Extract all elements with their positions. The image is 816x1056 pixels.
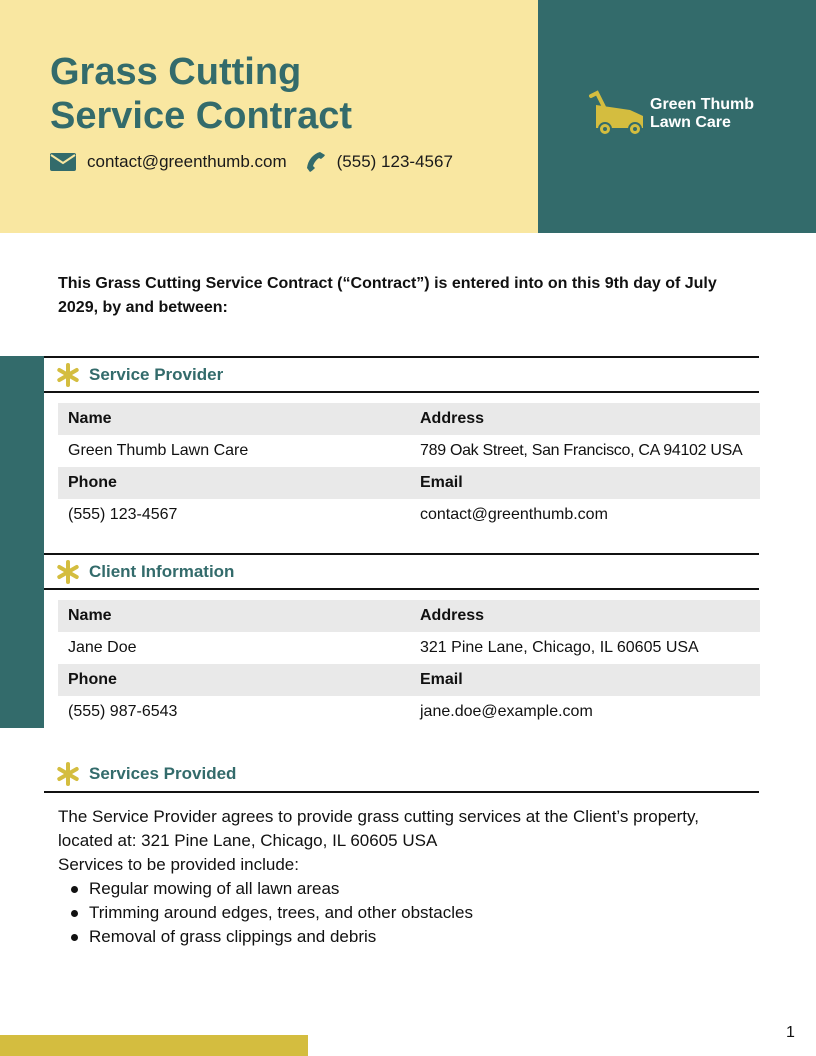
list-item: Removal of grass clippings and debris <box>58 925 758 949</box>
contract-intro: This Grass Cutting Service Contract (“Contract”) is entered into on this 9th day of July 2029, by and between: <box>58 275 717 316</box>
brand-line-1: Green Thumb <box>650 96 755 113</box>
table-row <box>58 499 760 531</box>
list-item: Trimming around edges, trees, and other obstacles <box>58 901 758 925</box>
title-line-2: Service Contract <box>50 95 353 137</box>
list-item: Regular mowing of all lawn areas <box>58 877 758 901</box>
table-row <box>58 696 760 728</box>
envelope-icon <box>50 150 76 174</box>
asterisk-icon <box>56 762 80 786</box>
provider-phone[interactable]: (555) 123-4567 <box>68 506 178 523</box>
asterisk-icon <box>56 363 80 387</box>
header-contact <box>50 150 453 174</box>
services-body <box>58 805 758 949</box>
services-paragraph: The Service Provider agrees to provide grass cutting services at the Client’s property, located at: 321 Pine Lane, Chicago, IL 60605 USA <box>58 807 699 850</box>
page-title <box>50 50 352 138</box>
provider-address: 789 Oak Street, San Francisco, CA 94102 USA <box>420 442 743 459</box>
services-lead: Services to be provided include: <box>58 855 299 874</box>
header-email[interactable]: contact@greenthumb.com <box>87 152 287 171</box>
lawn-mower-icon <box>588 90 648 140</box>
table-row <box>58 435 760 467</box>
sidebar-accent <box>0 356 44 728</box>
address-label: Address <box>420 607 485 624</box>
service-provider-header <box>44 356 759 393</box>
page-number: 1 <box>786 1024 795 1041</box>
table-header-row <box>58 467 760 499</box>
client-phone[interactable]: (555) 987-6543 <box>68 703 178 720</box>
name-label: Name <box>68 410 112 427</box>
asterisk-icon <box>56 560 80 584</box>
client-address: 321 Pine Lane, Chicago, IL 60605 USA <box>420 639 699 656</box>
address-label: Address <box>420 410 485 427</box>
header-phone[interactable]: (555) 123-4567 <box>336 152 453 171</box>
name-label: Name <box>68 607 112 624</box>
services-header <box>44 756 759 793</box>
brand-name <box>650 96 754 132</box>
table-row <box>58 632 760 664</box>
email-label: Email <box>420 474 463 491</box>
title-line-1: Grass Cutting <box>50 51 302 93</box>
footer-accent-bar <box>0 1035 308 1056</box>
provider-email[interactable]: contact@greenthumb.com <box>420 506 608 523</box>
table-header-row <box>58 600 760 632</box>
table-header-row <box>58 664 760 696</box>
phone-label: Phone <box>68 671 117 688</box>
client-info-header <box>44 553 759 590</box>
brand-line-2: Lawn Care <box>650 114 731 131</box>
table-header-row <box>58 403 760 435</box>
provider-name: Green Thumb Lawn Care <box>68 442 249 459</box>
section-title: Service Provider <box>89 364 224 384</box>
email-label: Email <box>420 671 463 688</box>
client-name: Jane Doe <box>68 639 137 656</box>
section-title: Client Information <box>89 561 235 581</box>
client-email[interactable]: jane.doe@example.com <box>420 703 593 720</box>
services-list <box>58 877 758 949</box>
phone-label: Phone <box>68 474 117 491</box>
section-title: Services Provided <box>89 763 237 783</box>
phone-icon <box>303 150 329 174</box>
